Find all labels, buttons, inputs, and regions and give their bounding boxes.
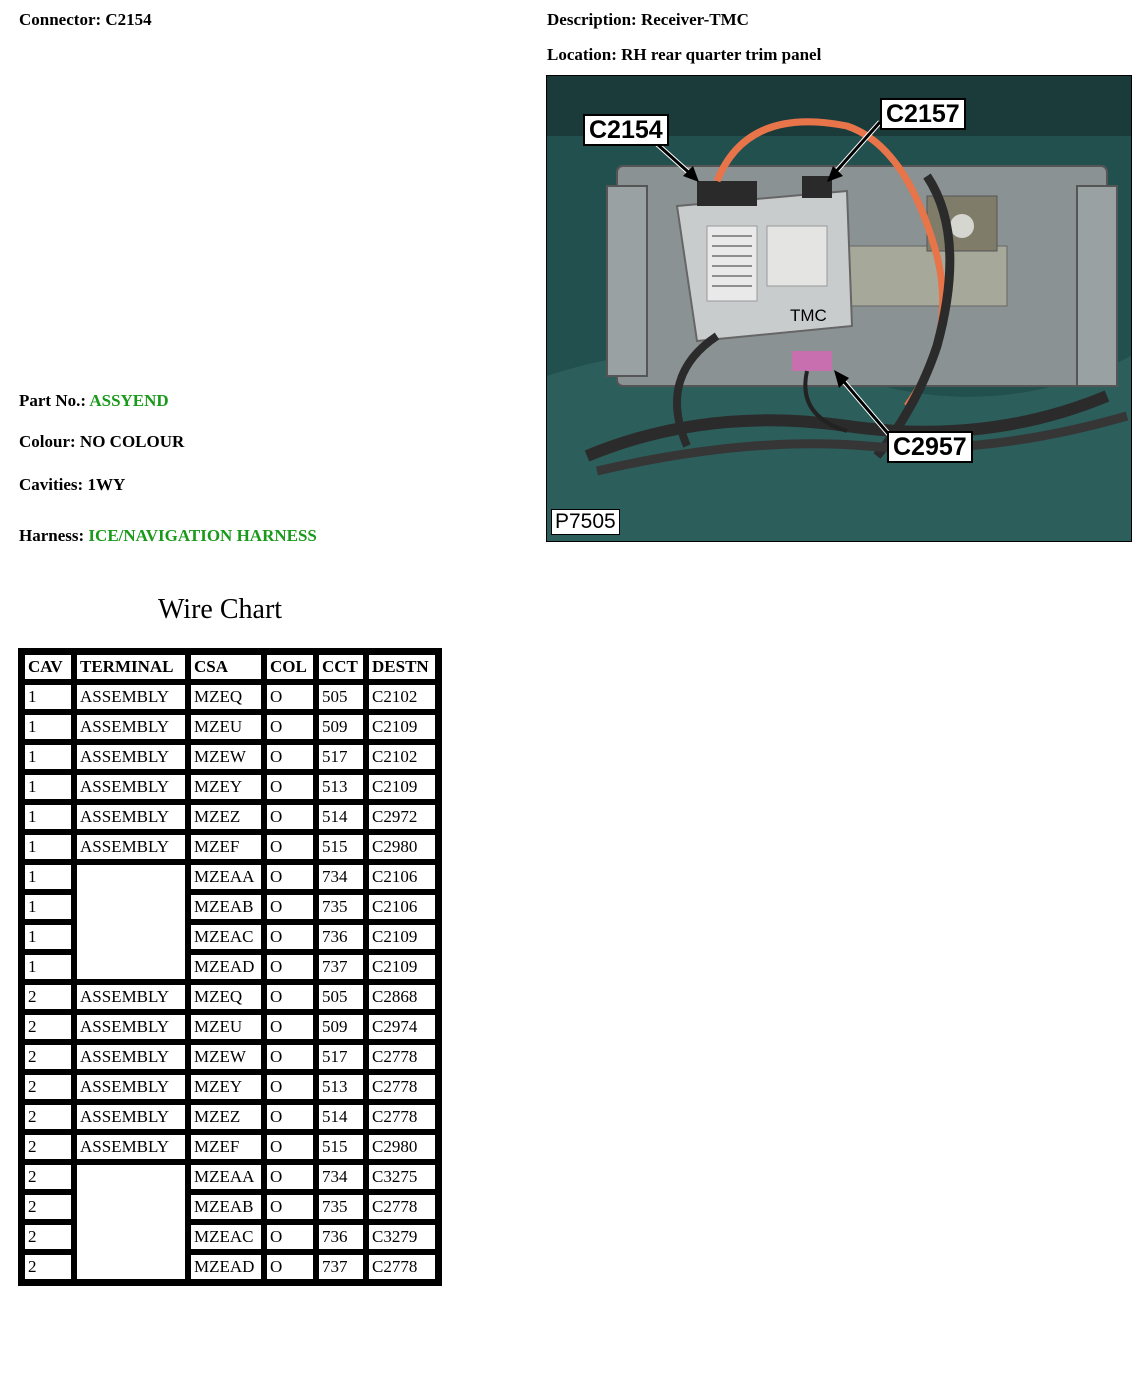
cell-csa: MZEY xyxy=(189,773,263,801)
cell-terminal: ASSEMBLY xyxy=(75,1073,187,1101)
colour-label: Colour: xyxy=(19,432,76,451)
wire-chart-table xyxy=(18,648,442,1286)
table-row xyxy=(23,1013,437,1041)
cell-destn: C2778 xyxy=(367,1043,437,1071)
harness-label: Harness: xyxy=(19,526,85,545)
cell-csa: MZEAB xyxy=(189,1193,263,1221)
cell-terminal: ASSEMBLY xyxy=(75,983,187,1011)
cell-cav: 2 xyxy=(23,1013,73,1041)
table-row xyxy=(23,833,437,861)
cell-cct: 514 xyxy=(317,803,365,831)
cell-col: O xyxy=(265,1103,315,1131)
table-row xyxy=(23,1043,437,1071)
cell-col: O xyxy=(265,983,315,1011)
cell-csa: MZEW xyxy=(189,1043,263,1071)
cell-destn: C2109 xyxy=(367,713,437,741)
part-number-value[interactable]: ASSYEND xyxy=(89,391,169,410)
cell-cav: 1 xyxy=(23,743,73,771)
cell-terminal: ASSEMBLY xyxy=(75,743,187,771)
cell-cct: 513 xyxy=(317,1073,365,1101)
harness xyxy=(19,526,317,546)
cell-col: O xyxy=(265,683,315,711)
cell-destn: C2778 xyxy=(367,1253,437,1281)
location-heading xyxy=(547,45,821,65)
cell-destn: C2974 xyxy=(367,1013,437,1041)
cell-terminal xyxy=(75,863,187,981)
cell-destn: C2106 xyxy=(367,893,437,921)
cell-cav: 1 xyxy=(23,833,73,861)
colour-value: NO COLOUR xyxy=(79,432,185,451)
cell-csa: MZEAA xyxy=(189,863,263,891)
cell-cav: 2 xyxy=(23,1163,73,1191)
location-label: Location: xyxy=(547,45,617,64)
cell-terminal: ASSEMBLY xyxy=(75,773,187,801)
table-row xyxy=(23,863,437,891)
description-label: Description: xyxy=(547,10,637,29)
cell-col: O xyxy=(265,713,315,741)
cell-destn: C2109 xyxy=(367,773,437,801)
cell-cav: 2 xyxy=(23,1193,73,1221)
cell-destn: C2778 xyxy=(367,1103,437,1131)
column-header-cct: CCT xyxy=(317,653,365,681)
photo-callout-c2957: C2957 xyxy=(887,431,973,463)
cell-col: O xyxy=(265,1193,315,1221)
cell-destn: C2778 xyxy=(367,1193,437,1221)
table-row xyxy=(23,773,437,801)
cell-destn: C2980 xyxy=(367,1133,437,1161)
cell-csa: MZEAD xyxy=(189,1253,263,1281)
cell-csa: MZEAB xyxy=(189,893,263,921)
cell-cav: 2 xyxy=(23,1223,73,1251)
connector-heading xyxy=(19,10,152,30)
table-row xyxy=(23,1103,437,1131)
description-value: Receiver-TMC xyxy=(640,10,749,29)
cell-col: O xyxy=(265,1073,315,1101)
cell-destn: C2102 xyxy=(367,683,437,711)
wire-chart-header-row xyxy=(23,653,437,681)
column-header-cav: CAV xyxy=(23,653,73,681)
cell-col: O xyxy=(265,773,315,801)
cell-cct: 514 xyxy=(317,1103,365,1131)
cell-cct: 737 xyxy=(317,1253,365,1281)
cell-col: O xyxy=(265,1013,315,1041)
cavities xyxy=(19,475,125,495)
cell-cct: 735 xyxy=(317,1193,365,1221)
cell-cav: 1 xyxy=(23,803,73,831)
cell-csa: MZEAA xyxy=(189,1163,263,1191)
cell-col: O xyxy=(265,893,315,921)
cavities-value: 1WY xyxy=(87,475,126,494)
cell-cct: 509 xyxy=(317,713,365,741)
cell-terminal: ASSEMBLY xyxy=(75,1133,187,1161)
photo-callout-c2154: C2154 xyxy=(583,114,669,146)
harness-value[interactable]: ICE/NAVIGATION HARNESS xyxy=(88,526,317,545)
cell-cav: 1 xyxy=(23,893,73,921)
cell-csa: MZEF xyxy=(189,833,263,861)
table-row xyxy=(23,713,437,741)
cell-destn: C2109 xyxy=(367,953,437,981)
cell-col: O xyxy=(265,743,315,771)
photo-module-label: TMC xyxy=(790,306,827,325)
cell-cav: 2 xyxy=(23,1073,73,1101)
table-row xyxy=(23,683,437,711)
cell-cct: 505 xyxy=(317,683,365,711)
cell-cav: 2 xyxy=(23,1043,73,1071)
cell-csa: MZEF xyxy=(189,1133,263,1161)
cell-cav: 1 xyxy=(23,773,73,801)
cell-col: O xyxy=(265,803,315,831)
table-row xyxy=(23,1073,437,1101)
wire-chart-title: Wire Chart xyxy=(158,594,283,625)
cell-col: O xyxy=(265,1163,315,1191)
column-header-terminal: TERMINAL xyxy=(75,653,187,681)
cell-csa: MZEAD xyxy=(189,953,263,981)
cell-col: O xyxy=(265,833,315,861)
cell-terminal xyxy=(75,1163,187,1281)
cell-destn: C2972 xyxy=(367,803,437,831)
cell-cav: 1 xyxy=(23,863,73,891)
connector-location-photo xyxy=(546,75,1132,542)
cell-cav: 1 xyxy=(23,713,73,741)
cell-col: O xyxy=(265,953,315,981)
cell-cav: 1 xyxy=(23,683,73,711)
cell-cct: 509 xyxy=(317,1013,365,1041)
cell-cct: 515 xyxy=(317,833,365,861)
cell-destn: C3279 xyxy=(367,1223,437,1251)
cell-col: O xyxy=(265,923,315,951)
cell-terminal: ASSEMBLY xyxy=(75,1013,187,1041)
cell-csa: MZEAC xyxy=(189,923,263,951)
colour xyxy=(19,432,184,452)
cell-csa: MZEZ xyxy=(189,1103,263,1131)
cell-csa: MZEQ xyxy=(189,683,263,711)
table-row xyxy=(23,743,437,771)
column-header-csa: CSA xyxy=(189,653,263,681)
cell-cct: 505 xyxy=(317,983,365,1011)
cell-csa: MZEQ xyxy=(189,983,263,1011)
cell-col: O xyxy=(265,1223,315,1251)
cell-destn: C2980 xyxy=(367,833,437,861)
cell-destn: C2109 xyxy=(367,923,437,951)
cell-col: O xyxy=(265,1133,315,1161)
photo-figure-id: P7505 xyxy=(551,509,620,535)
cell-csa: MZEY xyxy=(189,1073,263,1101)
cell-csa: MZEZ xyxy=(189,803,263,831)
table-row xyxy=(23,803,437,831)
cell-col: O xyxy=(265,1253,315,1281)
cell-cav: 2 xyxy=(23,1103,73,1131)
part-number xyxy=(19,391,169,411)
cell-cav: 2 xyxy=(23,1253,73,1281)
cavities-label: Cavities: xyxy=(19,475,84,494)
cell-csa: MZEW xyxy=(189,743,263,771)
cell-cct: 735 xyxy=(317,893,365,921)
cell-cav: 2 xyxy=(23,983,73,1011)
table-row xyxy=(23,1163,437,1191)
part-number-label: Part No.: xyxy=(19,391,87,410)
cell-destn: C2868 xyxy=(367,983,437,1011)
cell-destn: C2102 xyxy=(367,743,437,771)
cell-col: O xyxy=(265,1043,315,1071)
cell-terminal: ASSEMBLY xyxy=(75,1103,187,1131)
cell-cav: 1 xyxy=(23,923,73,951)
location-value: RH rear quarter trim panel xyxy=(621,45,822,64)
cell-cct: 734 xyxy=(317,1163,365,1191)
wire-chart-body xyxy=(23,683,437,1281)
cell-csa: MZEU xyxy=(189,1013,263,1041)
column-header-destn: DESTN xyxy=(367,653,437,681)
cell-cct: 517 xyxy=(317,743,365,771)
column-header-col: COL xyxy=(265,653,315,681)
cell-destn: C2778 xyxy=(367,1073,437,1101)
cell-cct: 737 xyxy=(317,953,365,981)
cell-terminal: ASSEMBLY xyxy=(75,713,187,741)
cell-cav: 1 xyxy=(23,953,73,981)
cell-col: O xyxy=(265,863,315,891)
cell-cct: 736 xyxy=(317,1223,365,1251)
cell-terminal: ASSEMBLY xyxy=(75,803,187,831)
cell-cct: 517 xyxy=(317,1043,365,1071)
cell-terminal: ASSEMBLY xyxy=(75,1043,187,1071)
cell-cct: 513 xyxy=(317,773,365,801)
cell-cav: 2 xyxy=(23,1133,73,1161)
connector-value: C2154 xyxy=(105,10,152,29)
connector-label: Connector: xyxy=(19,10,102,29)
cell-cct: 515 xyxy=(317,1133,365,1161)
photo-callout-c2157: C2157 xyxy=(880,98,966,130)
table-row xyxy=(23,983,437,1011)
cell-terminal: ASSEMBLY xyxy=(75,683,187,711)
cell-destn: C2106 xyxy=(367,863,437,891)
cell-cct: 736 xyxy=(317,923,365,951)
cell-destn: C3275 xyxy=(367,1163,437,1191)
cell-csa: MZEAC xyxy=(189,1223,263,1251)
cell-terminal: ASSEMBLY xyxy=(75,833,187,861)
cell-csa: MZEU xyxy=(189,713,263,741)
table-row xyxy=(23,1133,437,1161)
cell-cct: 734 xyxy=(317,863,365,891)
description-heading xyxy=(547,10,749,30)
